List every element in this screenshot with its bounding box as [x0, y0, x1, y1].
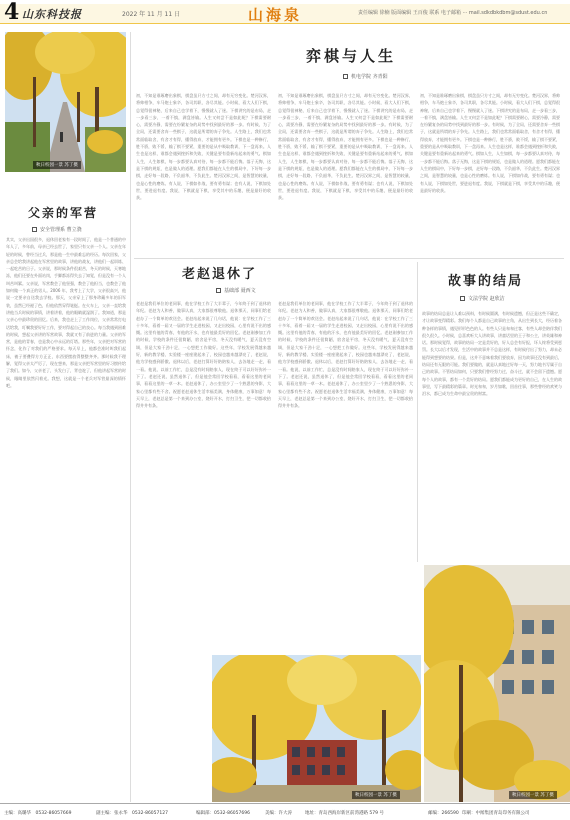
byline-father [32, 226, 82, 233]
article-body-chess-col3: 初，不知是谁琢磨出象棋，棋盘虽只方寸之间，却有无穷变化。楚河汉界，将帅相争，车马炮士象卒，各司其职，各尽其能。小时候，看大人们下棋，总觉得很神秘，后来自己也学着下，慢慢就入了迷。下棋讲究的是布局，走一步看三步，一着不慎，满盘皆输。人生又何尝不是如此呢？下棋需要耐心，需要冷静，需要在纷繁复杂的局势中找到最好的那一步。有时候，为了全局，还需要舍弃一些棋子，这就是所谓的弃子争先。人生路上，我们也常常面临取舍，有舍才有得，懂得放弃，才能拥有更多。下棋也是一种修行，胜不骄，败不馁，输了棋不要紧，重要的是从中吸取教训，下一盘再来。人生也是这样，谁都会遇到挫折和失败，关键是要有重新站起来的勇气。棋如人生，人生如棋，每一步都要认真对待，每一步都不能后悔。落子无悔，这是下棋的规矩，也是做人的道理。愿我们都能在人生的棋局中，下好每一步棋，走好每一段路，不负韶华，不负此生。楚河汉界之间，是智慧的较量，也是心性的磨炼。有人说，下棋如作战，要有勇有谋；也有人说，下棋如处世，要进退有度。我说，下棋就是下棋，享受其中的乐趣，便是最好的收获。 [420, 93, 560, 193]
byline-box-icon [32, 227, 37, 232]
byline-box-icon [460, 296, 465, 301]
footer-printer: 印刷：中闻集团青岛印务有限公司 [462, 811, 530, 816]
byline-ending [460, 295, 505, 302]
footer-art: 美编：许大涛 [265, 811, 292, 816]
byline-box-icon [216, 288, 221, 293]
article-title-father: 父亲的军营 [28, 206, 99, 220]
article-body-chess-col2: 初，不知是谁琢磨出象棋，棋盘虽只方寸之间，却有无穷变化。楚河汉界，将帅相争，车马炮士象卒，各司其职，各尽其能。小时候，看大人们下棋，总觉得很神秘，后来自己也学着下，慢慢就入了迷。下棋讲究的是布局，走一步看三步，一着不慎，满盘皆输。人生又何尝不是如此呢？下棋需要耐心，需要冷静，需要在纷繁复杂的局势中找到最好的那一步。有时候，为了全局，还需要舍弃一些棋子，这就是所谓的弃子争先。人生路上，我们也常常面临取舍，有舍才有得，懂得放弃，才能拥有更多。下棋也是一种修行，胜不骄，败不馁，输了棋不要紧，重要的是从中吸取教训，下一盘再来。人生也是这样，谁都会遇到挫折和失败，关键是要有重新站起来的勇气。棋如人生，人生如棋，每一步都要认真对待，每一步都不能后悔。落子无悔，这是下棋的规矩，也是做人的道理。愿我们都能在人生的棋局中，下好每一步棋，走好每一段路，不负韶华，不负此生。楚河汉界之间，是智慧的较量，也是心性的磨炼。有人说，下棋如作战，要有勇有谋；也有人说，下棋如处世，要进退有度。我说，下棋就是下棋，享受其中的乐趣，便是最好的收获。 [278, 93, 413, 201]
page-footer [0, 803, 570, 820]
article-title-chess: 弈棋与人生 [306, 47, 397, 65]
page-number: 4 [4, 0, 20, 25]
article-title-retire: 老赵退休了 [182, 267, 258, 282]
newspaper-logo: 山东科技报 [22, 8, 82, 21]
section-rule [134, 258, 564, 259]
photo-caption: 秋日校园一景 苏丁摄 [33, 161, 81, 169]
byline-text: 文法学院 赵欣洁 [468, 296, 505, 302]
footer-vice-editor: 副主编：张永华 0532-86057127 [96, 811, 168, 816]
editor-line: 责任编辑 徐楠 版面编辑 王百俊 联系 电子邮箱 ··· mail.sdkdbkdbm@sdust.edu.cn [358, 10, 548, 16]
byline-chess [343, 73, 388, 80]
article-body-retire-col1: 老赵是我们单位的老同事，他在学校工作了大半辈子，今年终于到了退休的年纪。老赵为人和善，做事认真，大家都很尊敬他。退休那天，同事们给老赵办了一个简单的欢送会。老赵站起来说了几句话，他说：在学校工作了三十多年，看着一届又一届的学生走进校园，又走出校园，心里有说不出的感慨。这里有他的青春，有他的汗水，也有他最美好的回忆。老赵刚参加工作的时候，学校的条件还很简陋，宿舍是平房，冬天没有暖气，夏天没有空调，但是大家干劲十足，一心想把工作做好。这些年，学校发展得越来越好，新的教学楼、实验楼一座座建起来了，校园也越来越漂亮了，老赵说，他为学校感到骄傲。退休以后，老赵打算好好陪陪家人，去各地走一走，看一看。他说，以前工作忙，总是没有时间陪家人，现在终于可以好好弥补一下了。老赵还说，虽然退休了，但是他会常回学校看看，看看这里的老同事，看看这里的一草一木。老赵退休了，办公室里少了一个熟悉的身影，大家心里都有些不舍。祝愿老赵退休生活幸福美满，身体健康，万事如意！每天早上，老赵总是第一个来到办公室，烧好开水，打扫卫生，把一切都收拾得井井有条。 [136, 301, 271, 409]
article-title-ending: 故事的结局 [448, 274, 524, 289]
photo-brick-building [212, 655, 421, 802]
byline-text: 机电学院 齐青阳 [351, 74, 388, 80]
byline-text: 基础部 聂西文 [224, 288, 256, 294]
footer-editor: 主编：高璐华 0532-86057669 [4, 811, 72, 816]
photo-caption: 秋日校园一景 苏丁摄 [352, 791, 400, 799]
issue-date: 2022 年 11 月 11 日 [122, 11, 181, 18]
column-rule [417, 262, 418, 562]
byline-retire [216, 287, 256, 294]
photo-campus-road [5, 32, 126, 172]
ginkgo-building-image [424, 565, 570, 802]
byline-box-icon [343, 74, 348, 79]
section-title: 山海泉 [248, 6, 303, 24]
article-body-chess-col1: 初，不知是谁琢磨出象棋，棋盘虽只方寸之间，却有无穷变化。楚河汉界，将帅相争，车马炮士象卒，各司其职，各尽其能。小时候，看大人们下棋，总觉得很神秘，后来自己也学着下，慢慢就入了迷。下棋讲究的是布局，走一步看三步，一着不慎，满盘皆输。人生又何尝不是如此呢？下棋需要耐心，需要冷静，需要在纷繁复杂的局势中找到最好的那一步。有时候，为了全局，还需要舍弃一些棋子，这就是所谓的弃子争先。人生路上，我们也常常面临取舍，有舍才有得，懂得放弃，才能拥有更多。下棋也是一种修行，胜不骄，败不馁，输了棋不要紧，重要的是从中吸取教训，下一盘再来。人生也是这样，谁都会遇到挫折和失败，关键是要有重新站起来的勇气。棋如人生，人生如棋，每一步都要认真对待，每一步都不能后悔。落子无悔，这是下棋的规矩，也是做人的道理。愿我们都能在人生的棋局中，下好每一步棋，走好每一段路，不负韶华，不负此生。楚河汉界之间，是智慧的较量，也是心性的磨炼。有人说，下棋如作战，要有勇有谋；也有人说，下棋如处世，要进退有度。我说，下棋就是下棋，享受其中的乐趣，便是最好的收获。 [136, 93, 271, 201]
brick-building-image [212, 655, 421, 802]
photo-ginkgo-building [424, 565, 570, 802]
footer-dept: 编辑部：0532-86057696 [196, 811, 250, 816]
footer-address: 地址：青岛西海岸新区前湾港路 579 号 [305, 811, 384, 816]
column-rule [130, 32, 131, 802]
footer-postcode: 邮编：266590 [428, 811, 459, 816]
article-body-ending: 故事的结局总是让人难以预料，有时候圆满，有时候遗憾，但正是这些不确定，才让故事变得精彩。我们每个人都是自己故事的主角，从出生到长大，经历着各种各样的事情，遇见形形色色的人。有些人只是匆匆过客，有些人却会陪伴我们很久很久。小时候，总喜欢听大人讲故事，讲童话里的王子和公主，讲英雄和神话。那时候觉得，故事的结局一定是美好的，好人总会有好报，坏人终将受到惩罚。长大以后才发现，生活中的故事并不总是这样，有时候付出了努力，却未必能得到想要的结果。但是，这并不意味着我们要放弃，因为故事还没有到最后，结局还有无限的可能。我们要做的，就是认真地过好每一天，努力地书写属于自己的故事。不管结局如何，只要我们曾经努力过，奋斗过，就不会留下遗憾。愿每个人的故事，都有一个美好的结局。愿我们都能成为更好的自己，在人生的故事里，写下最精彩的篇章。时光匆匆，岁月如歌，回首往事，那些曾经的欢笑与泪水，都已成为生命中最宝贵的财富。 [422, 311, 562, 397]
campus-road-image [5, 32, 126, 172]
page-header [0, 0, 570, 30]
article-body-retire-col2: 老赵是我们单位的老同事，他在学校工作了大半辈子，今年终于到了退休的年纪。老赵为人和善，做事认真，大家都很尊敬他。退休那天，同事们给老赵办了一个简单的欢送会。老赵站起来说了几句话，他说：在学校工作了三十多年，看着一届又一届的学生走进校园，又走出校园，心里有说不出的感慨。这里有他的青春，有他的汗水，也有他最美好的回忆。老赵刚参加工作的时候，学校的条件还很简陋，宿舍是平房，冬天没有暖气，夏天没有空调，但是大家干劲十足，一心想把工作做好。这些年，学校发展得越来越好，新的教学楼、实验楼一座座建起来了，校园也越来越漂亮了，老赵说，他为学校感到骄傲。退休以后，老赵打算好好陪陪家人，去各地走一走，看一看。他说，以前工作忙，总是没有时间陪家人，现在终于可以好好弥补一下了。老赵还说，虽然退休了，但是他会常回学校看看，看看这里的老同事，看看这里的一草一木。老赵退休了，办公室里少了一个熟悉的身影，大家心里都有些不舍。祝愿老赵退休生活幸福美满，身体健康，万事如意！每天早上，老赵总是第一个来到办公室，烧好开水，打扫卫生，把一切都收拾得井井有条。 [278, 301, 413, 409]
byline-text: 安全管理系 曹立骁 [40, 227, 82, 233]
photo-caption: 秋日校园一景 苏丁摄 [509, 791, 557, 799]
article-body-father: 其实，父亲出国很多，退休回老家有一段时间了，他是一个普通的中年人了，多年前，母亲已经去世了，家里只有父亲一个人。父亲在年轻的时候，曾经当过兵，那是他一生中最难忘的经历。每次回家，父亲总会给我讲起他在军营里的故事，讲他的战友，讲他们一起训练、一起吃苦的日子。父亲说，那时候条件很艰苦，冬天的时候，天寒地冻，他们还要在外面站岗，手脚都冻得失去了知觉，但是没有一个人叫苦叫累。父亲说，军营教会了他坚强，教会了他担当，也教会了他如何做一个真正的男人。2006 年，我考上了大学，父亲很高兴，他说一定要亲自送我去学校。那天，父亲穿上了那身珍藏多年的旧军装，虽然已经褪了色，但他依然穿得笔挺。在火车上，父亲一直给我讲他当兵时候的事情，讲着讲着，他的眼睛就湿润了。我知道，那是父亲心中最珍贵的回忆。后来，我也走上了工作岗位，父亲常常打电话给我，叮嘱我要好好工作，要对得起自己的良心。每当我遇到困难的时候，想起父亲讲的军营故事，我就又有了前进的力量。父亲的军营，是他的青春，也是我心中永远的灯塔。那些年，父亲把对军营的怀念，化作了对我们的严格要求。每天早上，他都会准时叫我们起床，被子要叠得方方正正，东西要摆放得整整齐齐。那时候我不理解，觉得父亲太严厉了，现在想来，那是父亲把军营里的好习惯传给了我们。如今，父亲老了，头发白了，背也驼了，但他讲起军营的时候，眼睛里依然闪着光。我想，这就是一个老兵对军营最深的情怀吧。 [6, 237, 126, 388]
